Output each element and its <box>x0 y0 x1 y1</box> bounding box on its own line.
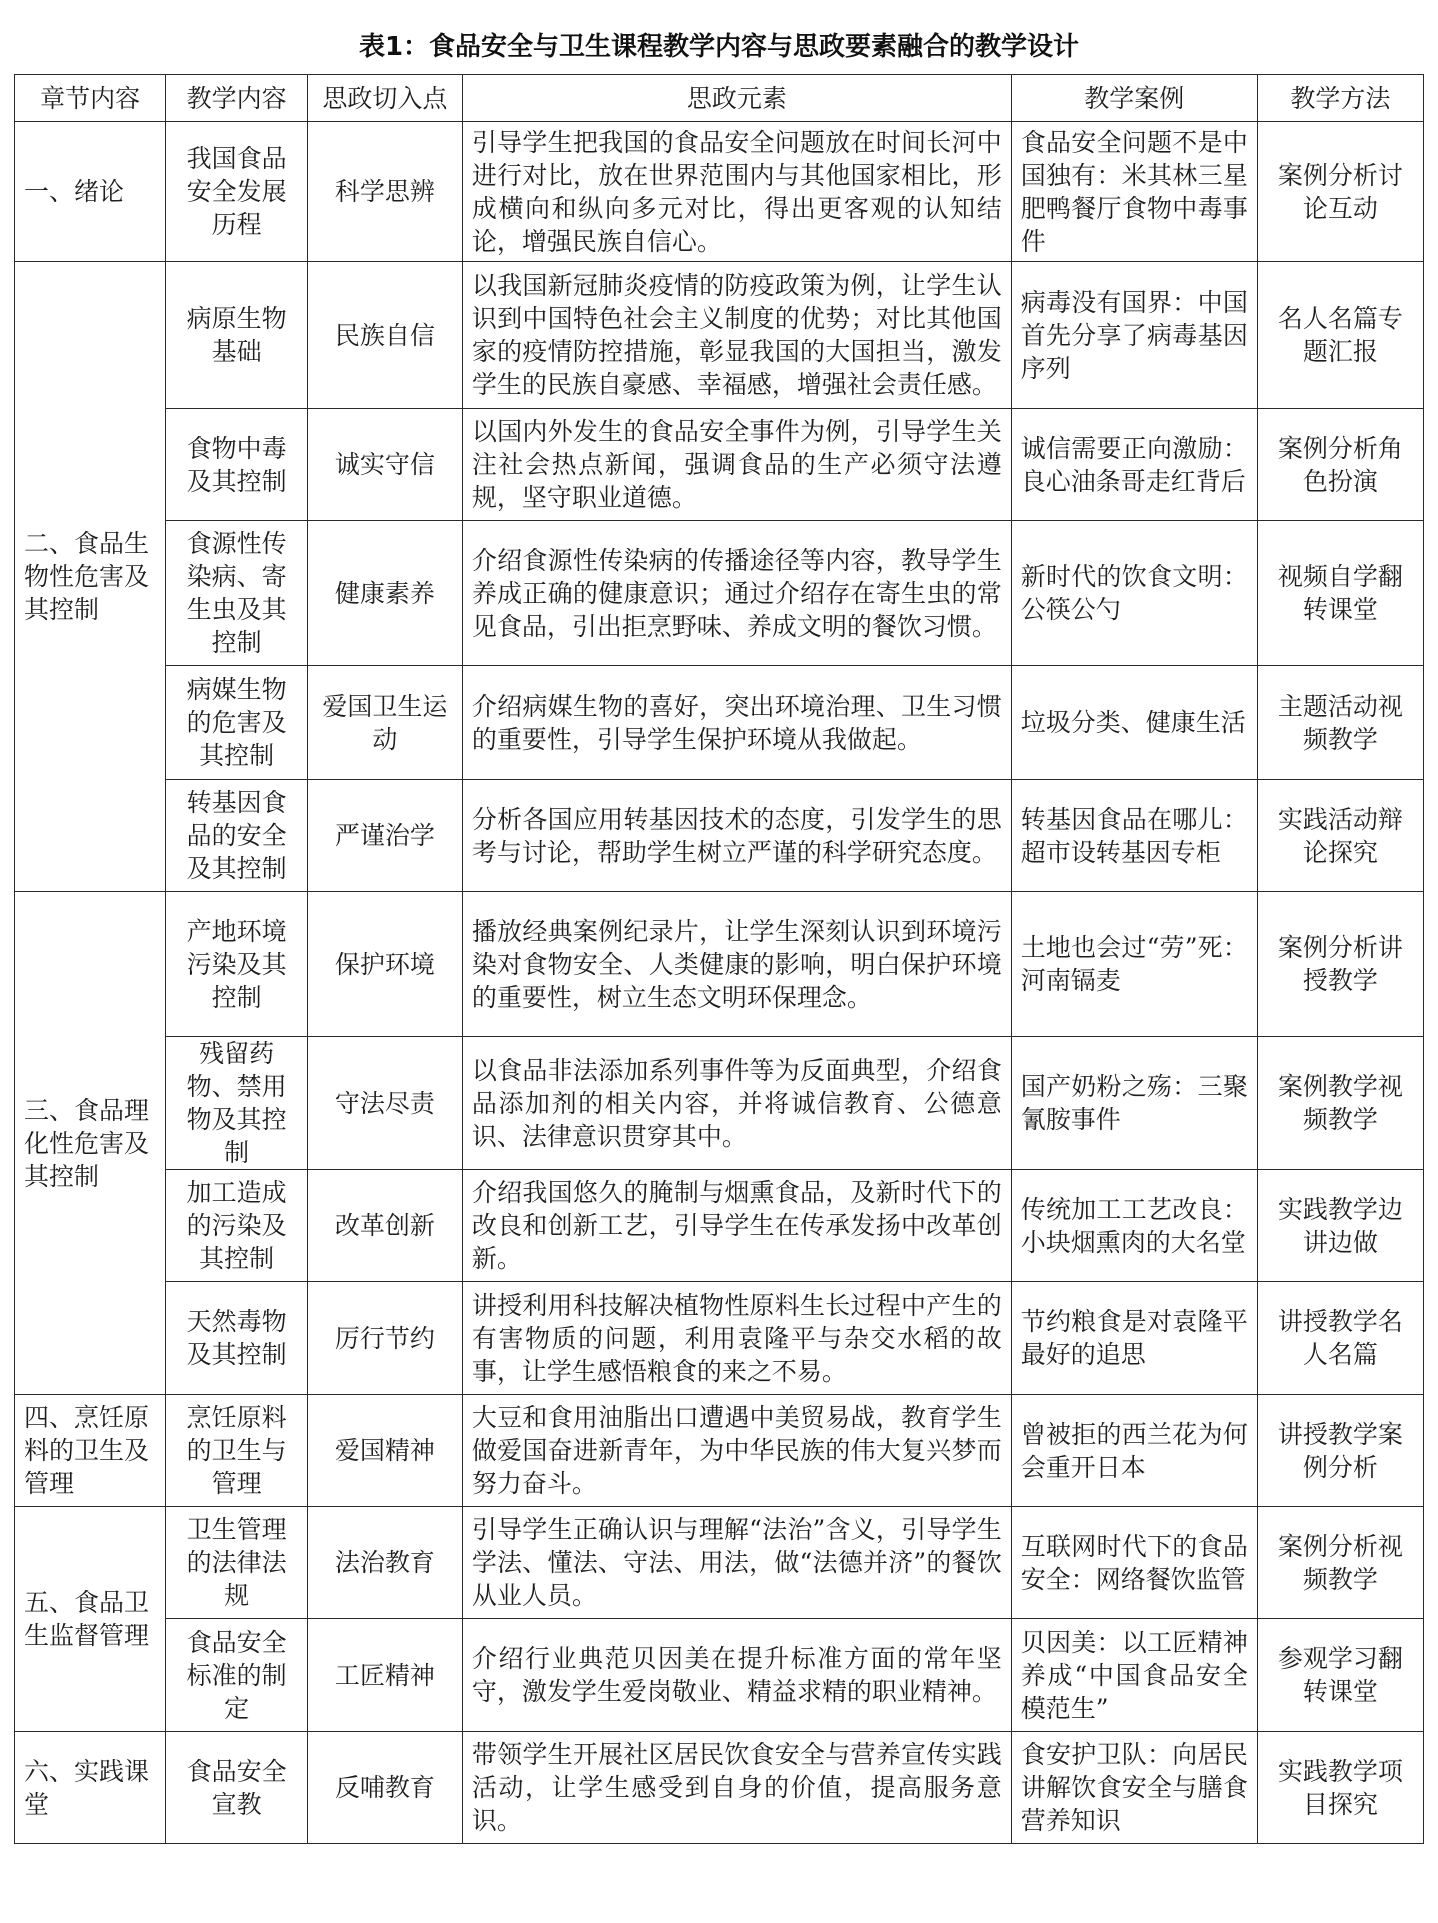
table-row <box>15 409 1424 521</box>
element-cell: 介绍我国悠久的腌制与烟熏食品，及新时代下的改良和创新工艺，引导学生在传承发扬中改革创新。 <box>462 1170 1011 1282</box>
content-cell: 食品安全宣教 <box>166 1732 308 1844</box>
header-row <box>15 75 1424 122</box>
content-cell: 转基因食品的安全及其控制 <box>166 780 308 892</box>
table-row <box>15 1395 1424 1507</box>
table-row <box>15 1037 1424 1170</box>
method-cell: 实践教学项目探究 <box>1257 1732 1423 1844</box>
method-cell: 案例分析讲授教学 <box>1257 892 1423 1037</box>
entry-point-cell: 严谨治学 <box>307 780 462 892</box>
element-cell: 引导学生把我国的食品安全问题放在时间长河中进行对比，放在世界范围内与其他国家相比，形成横向和纵向多元对比，得出更客观的认知结论，增强民族自信心。 <box>462 122 1011 262</box>
case-cell: 曾被拒的西兰花为何会重开日本 <box>1011 1395 1257 1507</box>
content-cell: 天然毒物及其控制 <box>166 1282 308 1395</box>
case-cell: 诚信需要正向激励：良心油条哥走红背后 <box>1011 409 1257 521</box>
element-cell: 播放经典案例纪录片，让学生深刻认识到环境污染对食物安全、人类健康的影响，明白保护环境的重要性，树立生态文明环保理念。 <box>462 892 1011 1037</box>
case-cell: 土地也会过“劳”死：河南镉麦 <box>1011 892 1257 1037</box>
entry-point-cell: 工匠精神 <box>307 1619 462 1732</box>
method-cell: 名人名篇专题汇报 <box>1257 262 1423 409</box>
content-cell: 产地环境污染及其控制 <box>166 892 308 1037</box>
entry-point-cell: 法治教育 <box>307 1507 462 1619</box>
case-cell: 节约粮食是对袁隆平最好的追思 <box>1011 1282 1257 1395</box>
header-element: 思政元素 <box>462 75 1011 122</box>
content-cell: 卫生管理的法律法规 <box>166 1507 308 1619</box>
method-cell: 案例分析讨论互动 <box>1257 122 1423 262</box>
header-content: 教学内容 <box>166 75 308 122</box>
content-cell: 食物中毒及其控制 <box>166 409 308 521</box>
teaching-design-table <box>14 74 1424 1844</box>
case-cell: 传统加工工艺改良：小块烟熏肉的大名堂 <box>1011 1170 1257 1282</box>
entry-point-cell: 反哺教育 <box>307 1732 462 1844</box>
case-cell: 互联网时代下的食品安全：网络餐饮监管 <box>1011 1507 1257 1619</box>
method-cell: 讲授教学案例分析 <box>1257 1395 1423 1507</box>
method-cell: 主题活动视频教学 <box>1257 666 1423 780</box>
table-row <box>15 1619 1424 1732</box>
table-row <box>15 1170 1424 1282</box>
table-row <box>15 780 1424 892</box>
case-cell: 国产奶粉之殇：三聚氰胺事件 <box>1011 1037 1257 1170</box>
element-cell: 大豆和食用油脂出口遭遇中美贸易战，教育学生做爱国奋进新青年，为中华民族的伟大复兴梦而努力奋斗。 <box>462 1395 1011 1507</box>
chapter-cell: 三、食品理化性危害及其控制 <box>15 892 166 1395</box>
method-cell: 案例分析角色扮演 <box>1257 409 1423 521</box>
table-row <box>15 1732 1424 1844</box>
entry-point-cell: 民族自信 <box>307 262 462 409</box>
entry-point-cell: 守法尽责 <box>307 1037 462 1170</box>
header-method: 教学方法 <box>1257 75 1423 122</box>
case-cell: 垃圾分类、健康生活 <box>1011 666 1257 780</box>
method-cell: 案例分析视频教学 <box>1257 1507 1423 1619</box>
element-cell: 以我国新冠肺炎疫情的防疫政策为例，让学生认识到中国特色社会主义制度的优势；对比其他国家的疫情防控措施，彰显我国的大国担当，激发学生的民族自豪感、幸福感，增强社会责任感。 <box>462 262 1011 409</box>
content-cell: 我国食品安全发展历程 <box>166 122 308 262</box>
entry-point-cell: 爱国精神 <box>307 1395 462 1507</box>
entry-point-cell: 健康素养 <box>307 521 462 666</box>
table-row <box>15 1282 1424 1395</box>
entry-point-cell: 诚实守信 <box>307 409 462 521</box>
method-cell: 实践教学边讲边做 <box>1257 1170 1423 1282</box>
header-entry-point: 思政切入点 <box>307 75 462 122</box>
content-cell: 加工造成的污染及其控制 <box>166 1170 308 1282</box>
case-cell: 转基因食品在哪儿：超市设转基因专柜 <box>1011 780 1257 892</box>
method-cell: 视频自学翻转课堂 <box>1257 521 1423 666</box>
content-cell: 食品安全标准的制定 <box>166 1619 308 1732</box>
content-cell: 残留药物、禁用物及其控制 <box>166 1037 308 1170</box>
element-cell: 带领学生开展社区居民饮食安全与营养宣传实践活动，让学生感受到自身的价值，提高服务意识。 <box>462 1732 1011 1844</box>
chapter-cell: 五、食品卫生监督管理 <box>15 1507 166 1732</box>
table-row <box>15 122 1424 262</box>
entry-point-cell: 爱国卫生运动 <box>307 666 462 780</box>
case-cell: 贝因美：以工匠精神养成“中国食品安全模范生” <box>1011 1619 1257 1732</box>
header-case: 教学案例 <box>1011 75 1257 122</box>
chapter-cell: 一、绪论 <box>15 122 166 262</box>
method-cell: 案例教学视频教学 <box>1257 1037 1423 1170</box>
table-title: 表1：食品安全与卫生课程教学内容与思政要素融合的教学设计 <box>358 32 1080 62</box>
table-row <box>15 892 1424 1037</box>
content-cell: 病原生物基础 <box>166 262 308 409</box>
element-cell: 分析各国应用转基因技术的态度，引发学生的思考与讨论，帮助学生树立严谨的科学研究态度。 <box>462 780 1011 892</box>
method-cell: 参观学习翻转课堂 <box>1257 1619 1423 1732</box>
method-cell: 讲授教学名人名篇 <box>1257 1282 1423 1395</box>
table-row <box>15 1507 1424 1619</box>
table-row <box>15 666 1424 780</box>
header-chapter: 章节内容 <box>15 75 166 122</box>
case-cell: 病毒没有国界：中国首先分享了病毒基因序列 <box>1011 262 1257 409</box>
element-cell: 介绍行业典范贝因美在提升标准方面的常年坚守，激发学生爱岗敬业、精益求精的职业精神。 <box>462 1619 1011 1732</box>
content-cell: 烹饪原料的卫生与管理 <box>166 1395 308 1507</box>
method-cell: 实践活动辩论探究 <box>1257 780 1423 892</box>
entry-point-cell: 保护环境 <box>307 892 462 1037</box>
entry-point-cell: 厉行节约 <box>307 1282 462 1395</box>
table-row <box>15 262 1424 409</box>
case-cell: 食品安全问题不是中国独有：米其林三星肥鸭餐厅食物中毒事件 <box>1011 122 1257 262</box>
element-cell: 引导学生正确认识与理解“法治”含义，引导学生学法、懂法、守法、用法，做“法德并济”的餐饮从业人员。 <box>462 1507 1011 1619</box>
element-cell: 以国内外发生的食品安全事件为例，引导学生关注社会热点新闻，强调食品的生产必须守法遵规，坚守职业道德。 <box>462 409 1011 521</box>
case-cell: 食安护卫队：向居民讲解饮食安全与膳食营养知识 <box>1011 1732 1257 1844</box>
element-cell: 介绍食源性传染病的传播途径等内容，教导学生养成正确的健康意识；通过介绍存在寄生虫的常见食品，引出拒烹野味、养成文明的餐饮习惯。 <box>462 521 1011 666</box>
chapter-cell: 四、烹饪原料的卫生及管理 <box>15 1395 166 1507</box>
content-cell: 病媒生物的危害及其控制 <box>166 666 308 780</box>
chapter-cell: 六、实践课堂 <box>15 1732 166 1844</box>
entry-point-cell: 改革创新 <box>307 1170 462 1282</box>
table-row <box>15 521 1424 666</box>
entry-point-cell: 科学思辨 <box>307 122 462 262</box>
chapter-cell: 二、食品生物性危害及其控制 <box>15 262 166 892</box>
content-cell: 食源性传染病、寄生虫及其控制 <box>166 521 308 666</box>
element-cell: 讲授利用科技解决植物性原料生长过程中产生的有害物质的问题，利用袁隆平与杂交水稻的故事，让学生感悟粮食的来之不易。 <box>462 1282 1011 1395</box>
element-cell: 以食品非法添加系列事件等为反面典型，介绍食品添加剂的相关内容，并将诚信教育、公德意识、法律意识贯穿其中。 <box>462 1037 1011 1170</box>
case-cell: 新时代的饮食文明：公筷公勺 <box>1011 521 1257 666</box>
element-cell: 介绍病媒生物的喜好，突出环境治理、卫生习惯的重要性，引导学生保护环境从我做起。 <box>462 666 1011 780</box>
